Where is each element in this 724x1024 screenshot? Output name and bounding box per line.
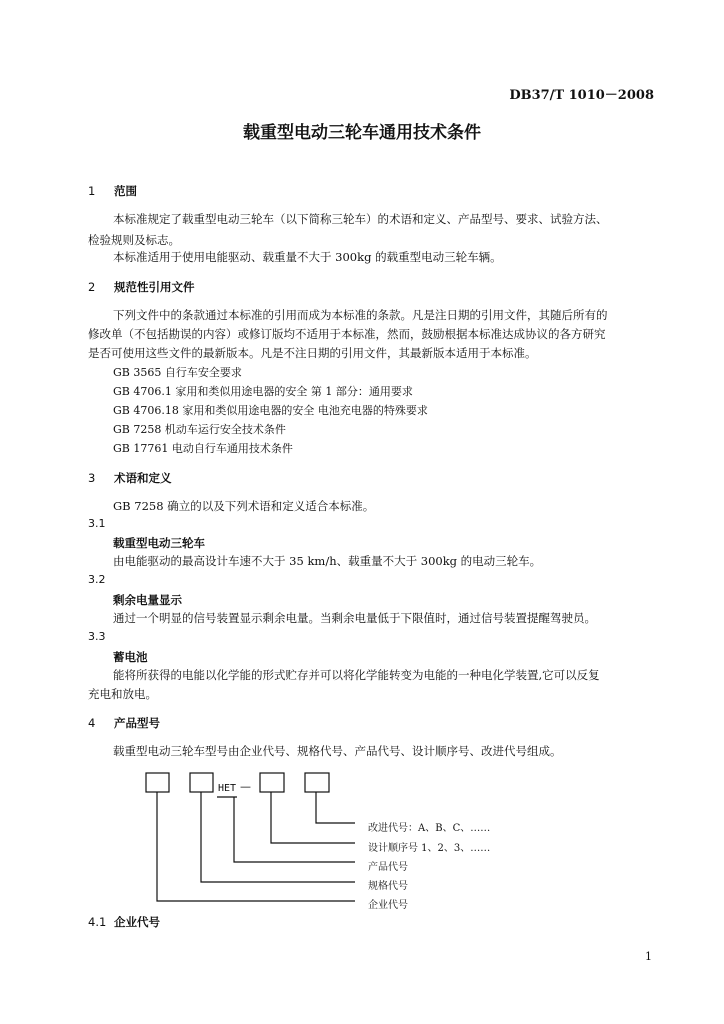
paragraph-line: 载重型电动三轮车型号由企业代号、规格代号、产品代号、设计顺序号、改进代号组成。 [113,744,562,758]
leader-line [316,792,355,823]
design-seq-box [260,773,284,792]
diagram-label-enterprise: 企业代号 [368,900,408,911]
term-title: 载重型电动三轮车 [113,536,205,550]
subsection-4-1-heading [88,914,160,930]
section-title: 企业代号 [114,915,160,929]
section-number: 1 [88,184,96,198]
section-number: 2 [88,280,96,294]
reference-item: GB 17761 电动自行车通用技术条件 [113,442,293,455]
spec-code-box [190,773,213,792]
diagram-label-improve: 改进代号：A、B、C、…… [368,823,491,834]
leader-line [271,792,355,843]
reference-item: GB 4706.18 家用和类似用途电器的安全 电池充电器的特殊要求 [113,404,428,417]
term-definition: 能将所获得的电能以化学能的形式贮存并可以将化学能转变为电能的一种电化学装置,它可以反复 [113,668,600,682]
paragraph-line: 是否可使用这些文件的最新版本。凡是不注日期的引用文件，其最新版本适用于本标准。 [88,346,537,360]
term-definition: 由电能驱动的最高设计车速不大于 35 km/h、载重量不大于 300kg 的电动三轮车。 [113,554,542,568]
term-definition: 通过一个明显的信号装置显示剩余电量。当剩余电量低于下限值时，通过信号装置提醒驾驶员。 [113,611,596,625]
document-title: 载重型电动三轮车通用技术条件 [243,123,481,143]
diagram-label-design-seq: 设计顺序号 1、2、3、…… [368,843,491,854]
section-number: 4.1 [88,915,107,929]
reference-item: GB 4706.1 家用和类似用途电器的安全 第 1 部分：通用要求 [113,385,413,398]
section-title: 规范性引用文件 [114,280,195,294]
diagram-label-spec: 规格代号 [368,881,408,892]
het-product-code: HET [218,783,237,794]
term-definition: 充电和放电。 [88,687,157,701]
term-number: 3.3 [88,630,106,643]
term-title: 蓄电池 [113,650,148,664]
document-number: DB37/T 1010－2008 [509,88,654,103]
paragraph-line: 下列文件中的条款通过本标准的引用而成为本标准的条款。凡是注日期的引用文件，其随后所有的 [113,308,608,322]
diagram-label-product: 产品代号 [368,862,408,873]
paragraph-line: GB 7258 确立的以及下列术语和定义适合本标准。 [113,499,375,513]
page-number: 1 [645,950,652,963]
section-title: 术语和定义 [114,471,172,485]
leader-line [201,792,355,882]
term-title: 剩余电量显示 [113,593,182,607]
term-number: 3.1 [88,517,106,530]
section-number: 3 [88,471,96,485]
term-number: 3.2 [88,573,106,586]
section-title: 范围 [114,184,137,198]
section-number: 4 [88,716,96,730]
paragraph-line: 检验规则及标志。 [88,233,180,247]
enterprise-code-box [146,773,169,792]
section-title: 产品型号 [114,716,160,730]
reference-item: GB 7258 机动车运行安全技术条件 [113,423,286,436]
improve-code-box [305,773,329,792]
het-dash: — [240,780,251,793]
leader-line [234,797,355,862]
leader-line [157,792,355,901]
paragraph-line: 本标准规定了载重型电动三轮车（以下简称三轮车）的术语和定义、产品型号、要求、试验方法、 [113,212,608,226]
paragraph-line: 修改单（不包括勘误的内容）或修订版均不适用于本标准，然而，鼓励根据本标准达成协议的各方研究 [88,327,606,341]
paragraph-line: 本标准适用于使用电能驱动、载重量不大于 300kg 的载重型电动三轮车辆。 [113,250,502,264]
reference-item: GB 3565 自行车安全要求 [113,366,242,379]
